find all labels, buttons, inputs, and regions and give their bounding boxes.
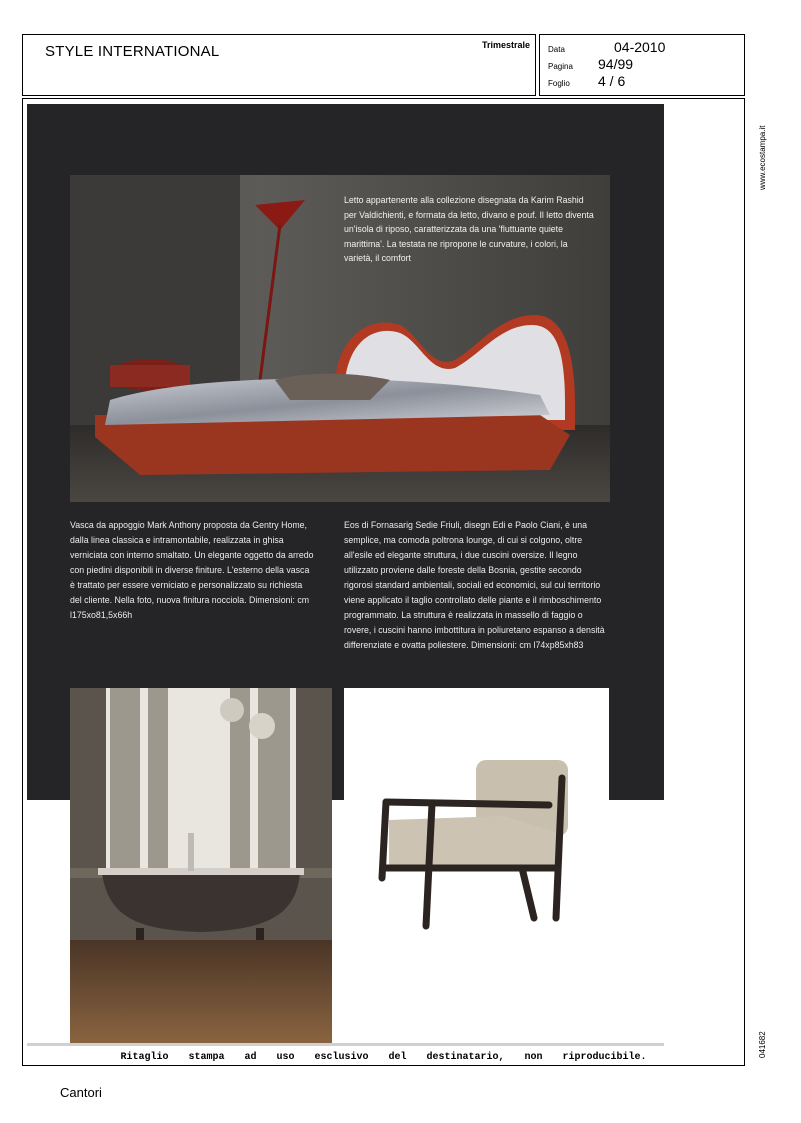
disclaimer: Ritaglio stampa ad uso esclusivo del destinatario, non riproducibile. bbox=[120, 1052, 647, 1063]
bathtub-illustration bbox=[70, 688, 332, 1044]
side-url-text: www.ecostampa.it bbox=[758, 125, 767, 190]
meta-label: Foglio bbox=[548, 79, 570, 88]
caption-bed: Letto appartenente alla collezione disegnata da Karim Rashid per Valdichienti, e formata da letto, divano e pouf. Il letto diventa un'isola di riposo, caratterizzata da una 'fluttuante quiete marittima'. La testata ne ripropone le curvature, i colori, la varietà, il comfort bbox=[344, 195, 594, 263]
meta-value: 94/99 bbox=[598, 56, 634, 72]
publication-name: STYLE INTERNATIONAL bbox=[45, 43, 220, 60]
meta-label: Pagina bbox=[548, 62, 573, 71]
side-code bbox=[758, 1020, 768, 1060]
header-meta-box bbox=[539, 34, 745, 96]
footer-name: Cantori bbox=[60, 1085, 102, 1100]
meta-row-pagina bbox=[548, 56, 633, 72]
side-url bbox=[758, 112, 768, 192]
meta-row-foglio bbox=[548, 73, 625, 89]
periodicity-label: Trimestrale bbox=[481, 40, 530, 50]
meta-label: Data bbox=[548, 45, 565, 54]
meta-value: 04-2010 bbox=[614, 39, 666, 55]
meta-row-data bbox=[548, 39, 665, 55]
bottom-rule bbox=[27, 1043, 664, 1046]
header-publication-box bbox=[22, 34, 536, 96]
bathtub-photo bbox=[70, 688, 332, 1044]
caption-bath: Vasca da appoggio Mark Anthony proposta da Gentry Home, dalla linea classica e intramontabile, realizzata in ghisa verniciata con interno smaltato. Un elegante oggetto da arredo con piedini disponibili in diverse finiture. L'esterno della vasca è trattato per essere verniciato e personalizzato su richiesta del cliente. Nella foto, nuova finitura nocciola. Dimensioni: cm l175xo81,5x66h bbox=[70, 520, 314, 620]
armchair-photo bbox=[344, 688, 609, 1043]
armchair-illustration bbox=[344, 688, 609, 1043]
caption-chair: Eos di Fornasarig Sedie Friuli, disegn Edi e Paolo Ciani, è una semplice, ma comoda poltrona lounge, di cui si colgono, oltre all'esile ed elegante struttura, i due cuscini oversize. Il legno utilizzato proviene dalle foreste della Bosnia, gestite secondo rigorosi standard ambientali, sociali ed economici, sul cui territorio viene applicato il taglio controllato delle piante e il rimboschimento programmato. La struttura è realizzata in massello di faggio o rovere, i cuscini hanno imbottitura in poliuretano espanso a densità differenziate e ovatta poliestere. Dimensioni: cm l74xp85xh83 bbox=[344, 520, 605, 650]
meta-value: 4 / 6 bbox=[598, 73, 626, 89]
side-code-text: 041682 bbox=[758, 1031, 767, 1058]
